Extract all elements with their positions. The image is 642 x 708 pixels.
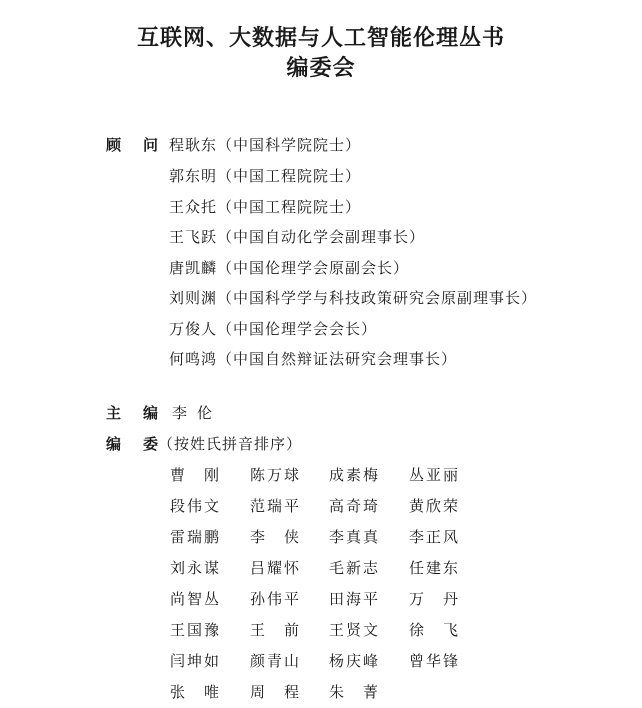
advisor-row: [169, 258, 409, 278]
advisor-row: [169, 135, 361, 155]
editorial-board-label-char-2: 委: [143, 435, 159, 453]
advisor-affiliation: （中国自然辩证法研究会理事长）: [217, 350, 458, 368]
advisor-row: [169, 349, 457, 369]
advisor-row: [169, 227, 425, 247]
board-member: 曾华锋: [409, 652, 461, 670]
board-member: 任建东: [409, 559, 461, 577]
sort-note: （按姓氏拼音排序）: [158, 435, 303, 453]
chief-editor-label-char-1: 主: [106, 404, 122, 422]
board-member: 朱 菁: [329, 683, 381, 701]
advisors-label-char-2: 问: [143, 136, 159, 154]
advisor-row: [169, 319, 377, 339]
advisors-label-char-1: 顾: [106, 136, 122, 154]
board-member: 丛亚丽: [409, 466, 461, 484]
editorial-board-label: [106, 434, 158, 454]
advisor-name: 刘则渊: [169, 289, 218, 307]
board-member: 万 丹: [409, 590, 461, 608]
board-member: 王 前: [250, 621, 302, 639]
advisor-name: 唐凯麟: [169, 259, 218, 277]
advisor-affiliation: （中国自动化学会副理事长）: [217, 228, 426, 246]
board-member: 孙伟平: [250, 590, 302, 608]
board-member: 曹 刚: [170, 466, 222, 484]
board-member: 杨庆峰: [329, 652, 381, 670]
book-series-title: 互联网、大数据与人工智能伦理丛书: [136, 25, 505, 51]
board-member: 段伟文: [170, 497, 222, 515]
advisor-affiliation: （中国伦理学会会长）: [217, 320, 378, 338]
advisor-affiliation: （中国工程院院士）: [217, 198, 362, 216]
board-member: 徐 飞: [409, 621, 461, 639]
advisor-name: 何鸣鸿: [169, 350, 218, 368]
chief-editor-label: [106, 403, 158, 423]
board-member: 成素梅: [329, 466, 381, 484]
board-member: 吕耀怀: [250, 559, 302, 577]
board-member: 李正风: [409, 528, 461, 546]
editorial-board-label-char-1: 编: [106, 435, 122, 453]
advisor-affiliation: （中国科学院院士）: [217, 136, 362, 154]
board-member: 黄欣荣: [409, 497, 461, 515]
board-member: 闫坤如: [170, 652, 222, 670]
advisor-name: 程耿东: [169, 136, 218, 154]
board-member: 雷瑞鹏: [170, 528, 222, 546]
board-member: 颜青山: [250, 652, 302, 670]
board-member: 王贤文: [329, 621, 381, 639]
board-member: 王国豫: [170, 621, 222, 639]
board-member: 尚智丛: [170, 590, 222, 608]
advisor-affiliation: （中国工程院院士）: [217, 167, 362, 185]
chief-editor-name: 李伦: [172, 404, 223, 422]
board-member: 周 程: [250, 683, 302, 701]
committee-title: 编委会: [286, 55, 356, 81]
advisor-row: [169, 166, 361, 186]
advisor-name: 王飞跃: [169, 228, 218, 246]
board-member: 李真真: [329, 528, 381, 546]
board-member: 李 侠: [250, 528, 302, 546]
advisor-affiliation: （中国伦理学会原副会长）: [217, 259, 410, 277]
advisor-name: 万俊人: [169, 320, 218, 338]
board-member: 刘永谋: [170, 559, 222, 577]
chief-editor-label-char-2: 编: [143, 404, 159, 422]
board-member: 高奇琦: [329, 497, 381, 515]
board-member: 范瑞平: [250, 497, 302, 515]
advisor-row: [169, 288, 537, 308]
board-member: 陈万球: [250, 466, 302, 484]
board-member: 张 唯: [170, 683, 222, 701]
board-member: 田海平: [329, 590, 381, 608]
advisor-name: 王众托: [169, 198, 218, 216]
advisor-row: [169, 197, 361, 217]
advisor-name: 郭东明: [169, 167, 218, 185]
advisor-affiliation: （中国科学学与科技政策研究会原副理事长）: [217, 289, 538, 307]
board-member: 毛新志: [329, 559, 381, 577]
advisors-label: [106, 135, 158, 155]
